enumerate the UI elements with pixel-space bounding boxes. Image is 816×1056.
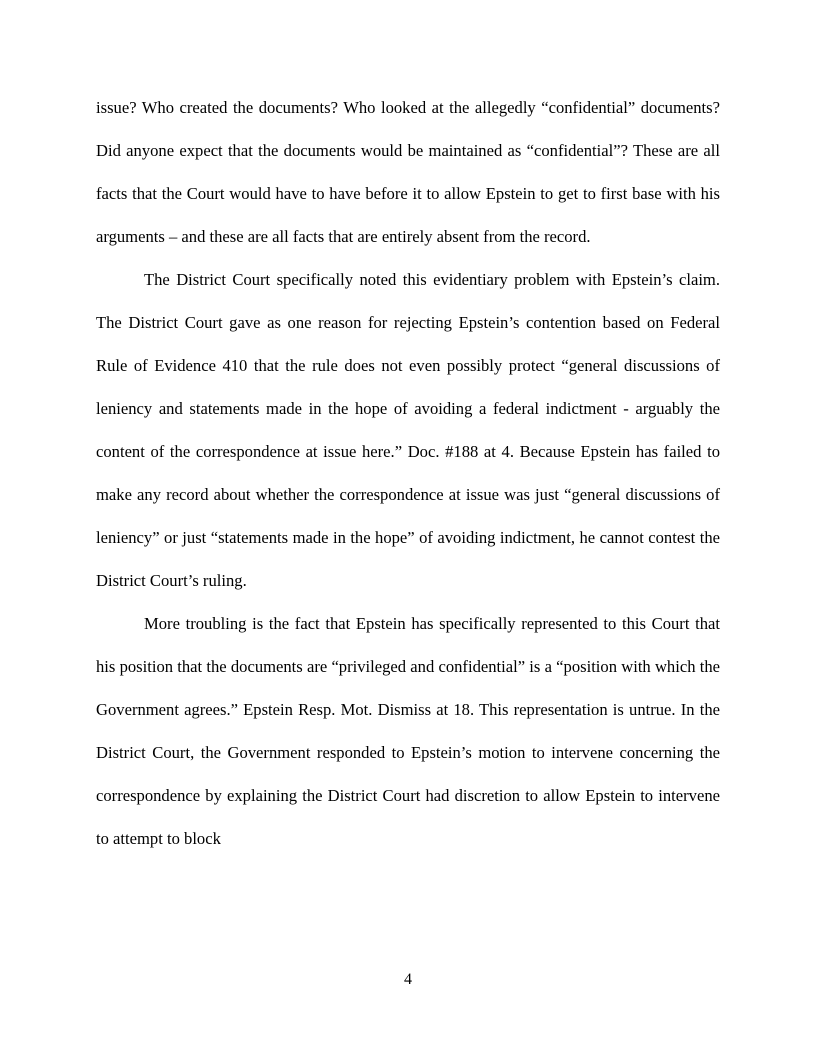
document-body <box>96 86 720 860</box>
paragraph-troubling: More troubling is the fact that Epstein has specifically represented to this Court that his position that the documents are “privileged and confidential” is a “position with which the Government agrees.” Epstein Resp. Mot. Dismiss at 18. This representation is untrue. In the District Court, the Government responded to Epstein’s motion to intervene concerning the correspondence by explaining the District Court had discretion to allow Epstein to intervene to attempt to block <box>96 614 720 848</box>
paragraph-district-court: The District Court specifically noted this evidentiary problem with Epstein’s claim. The District Court gave as one reason for rejecting Epstein’s contention based on Federal Rule of Evidence 410 that the rule does not even possibly protect “general discussions of leniency and statements made in the hope of avoiding a federal indictment - arguably the content of the correspondence at issue here.” Doc. #188 at 4. Because Epstein has failed to make any record about whether the correspondence at issue was just “general discussions of leniency” or just “statements made in the hope” of avoiding indictment, he cannot contest the District Court’s ruling. <box>96 270 720 590</box>
page-number: 4 <box>404 971 412 988</box>
paragraph-continued: issue? Who created the documents? Who looked at the allegedly “confidential” documents? Did anyone expect that the documents would be maintained as “confidential”? These are all facts that the Court would have to have before it to allow Epstein to get to first base with his arguments – and these are all facts that are entirely absent from the record. <box>96 98 720 246</box>
